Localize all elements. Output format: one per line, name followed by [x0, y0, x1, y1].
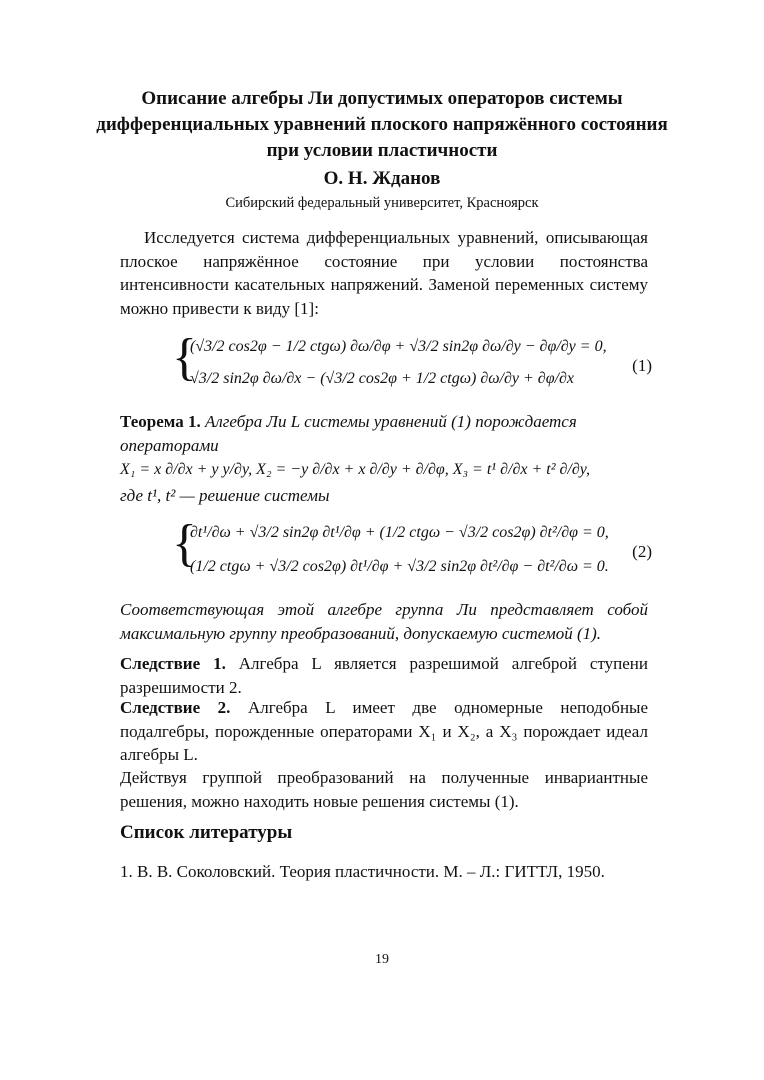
reference-item: 1. В. В. Соколовский. Теория пластичности. М. – Л.: ГИТТЛ, 1950. [120, 862, 605, 881]
equation-1-line-2: √3/2 sin2φ ∂ω/∂x − (√3/2 cos2φ + 1/2 ctgω) ∂ω/∂y + ∂φ/∂x [190, 370, 575, 387]
equation-2-line-2: (1/2 ctgω + √3/2 cos2φ) ∂t¹/∂φ + √3/2 sin2φ ∂t²/∂φ − ∂t²/∂ω = 0. [190, 558, 609, 575]
equation-2-line-1: ∂t¹/∂ω + √3/2 sin2φ ∂t¹/∂φ + (1/2 ctgω − √3/2 cos2φ) ∂t²/∂φ = 0, [190, 524, 609, 541]
equation-brace: { [172, 329, 197, 386]
corollary-1 [120, 652, 648, 699]
corollary-1-text: Алгебра L является разрешимой алгеброй ступени разрешимости 2. [120, 654, 648, 697]
theorem-where: где t¹, t² — решение системы [120, 486, 330, 505]
corollary-2-text: Алгебра L имеет две одномерные неподобные подалгебры, порожденные операторами X₁ и X₂, а X₃ порождает идеал алгебры L. [120, 698, 649, 764]
equation-2-number: (2) [632, 542, 652, 561]
equation-2 [172, 515, 652, 588]
equation-brace: { [172, 515, 197, 572]
intro-paragraph: Исследуется система дифференциальных уравнений, описывающая плоское напряжённое состояние при условии постоянства интенсивности касательных напряжений. Заменой переменных систему можно привести к виду [1]: [120, 228, 648, 318]
equation-1-line-1: (√3/2 cos2φ − 1/2 ctgω) ∂ω/∂φ + √3/2 sin2φ ∂ω/∂y − ∂φ/∂y = 0, [190, 338, 607, 355]
closing-paragraph: Действуя группой преобразований на полученные инвариантные решения, можно находить новые решения системы (1). [120, 768, 648, 811]
references-heading: Список литературы [120, 822, 293, 843]
theorem-statement: Алгебра Ли L системы уравнений (1) порождается операторами [120, 412, 577, 455]
page-number: 19 [375, 952, 389, 967]
corollary-2-label: Следствие 2. [120, 698, 231, 717]
paper-title: Описание алгебры Ли допустимых операторов системы дифференциальных уравнений плоского напряжённого состояния при условии пластичности [96, 88, 668, 161]
theorem-label: Теорема 1. [120, 412, 201, 431]
author-name: О. Н. Жданов [323, 168, 441, 189]
theorem-tail: Соответствующая этой алгебре группа Ли представляет собой максимальную группу преобразований, допускаемую системой (1). [120, 600, 648, 643]
theorem-operators: X₁ = x ∂/∂x + y y/∂y, X₂ = −y ∂/∂x + x ∂/∂y + ∂/∂φ, X₃ = t¹ ∂/∂x + t² ∂/∂y, [120, 461, 590, 478]
corollary-2 [120, 696, 648, 767]
equation-1-number: (1) [632, 356, 652, 375]
equation-1 [172, 329, 652, 402]
author-affiliation: Сибирский федеральный университет, Красноярск [225, 195, 539, 211]
theorem-1 [120, 410, 648, 457]
corollary-1-label: Следствие 1. [120, 654, 226, 673]
